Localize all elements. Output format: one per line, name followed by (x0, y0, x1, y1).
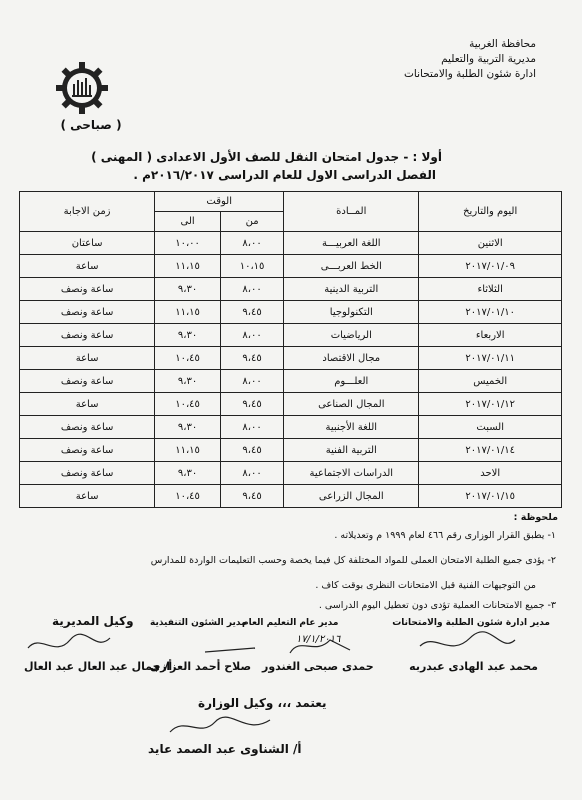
day-cell: الاثنين (419, 232, 562, 255)
subject-cell: اللغة العربيـــة (284, 232, 419, 255)
subject-cell: التكنولوجيا (284, 301, 419, 324)
subject-cell: التربية الفنية (284, 439, 419, 462)
date-cell: ٢٠١٧/٠١/١٥ (419, 485, 562, 508)
to-cell: ١٠،٤٥ (155, 347, 221, 370)
table-row (20, 462, 562, 485)
day-cell: الاربعاء (419, 324, 562, 347)
note-2-continued: من التوجيهات الفنية قبل الامتحانات النظرى بوقت كاف . (315, 580, 536, 591)
table-row (20, 301, 562, 324)
date-cell: ٢٠١٧/٠١/١١ (419, 347, 562, 370)
from-cell: ٩،٤٥ (220, 393, 283, 416)
table-row (20, 347, 562, 370)
duration-cell: ساعة (20, 347, 155, 370)
notes-label: ملحوظة : (513, 512, 558, 523)
subject-cell: الرياضيات (284, 324, 419, 347)
duration-cell: ساعة (20, 393, 155, 416)
from-cell: ٨،٠٠ (220, 278, 283, 301)
note-2: ٢- يؤدى جميع الطلبة الامتحان العملى للمواد المختلفة كل فيما يخصة وحسب التعليمات الواردة للمدارس (150, 555, 556, 566)
from-cell: ٨،٠٠ (220, 462, 283, 485)
from-cell: ٨،٠٠ (220, 370, 283, 393)
header-day-date: اليوم والتاريخ (419, 192, 562, 232)
date-cell: ٢٠١٧/٠١/١٠ (419, 301, 562, 324)
table-row (20, 370, 562, 393)
duration-cell: ساعة (20, 485, 155, 508)
header-from: من (220, 212, 283, 232)
duration-cell: ساعة ونصف (20, 462, 155, 485)
from-cell: ٨،٠٠ (220, 232, 283, 255)
day-cell: الاحد (419, 462, 562, 485)
table-row (20, 278, 562, 301)
subject-cell: العلـــوم (284, 370, 419, 393)
from-cell: ٩،٤٥ (220, 347, 283, 370)
to-cell: ٩،٣٠ (155, 416, 221, 439)
subject-cell: المجال الصناعى (284, 393, 419, 416)
from-cell: ٩،٤٥ (220, 485, 283, 508)
to-cell: ١١،١٥ (155, 301, 221, 324)
to-cell: ١٠،٠٠ (155, 232, 221, 255)
duration-cell: ساعة ونصف (20, 370, 155, 393)
duration-cell: ساعة ونصف (20, 439, 155, 462)
logo-caption: ( صباحى ) (60, 118, 122, 132)
to-cell: ١٠،٤٥ (155, 393, 221, 416)
from-cell: ٨،٠٠ (220, 324, 283, 347)
governorate-line: محافظة الغربية (469, 38, 536, 50)
from-cell: ٨،٠٠ (220, 416, 283, 439)
from-cell: ٩،٤٥ (220, 301, 283, 324)
sig-title-deputy-directorate: وكيل المديرية (52, 614, 134, 628)
exam-schedule-table (19, 191, 562, 508)
from-cell: ٩،٤٥ (220, 439, 283, 462)
subject-cell: المجال الزراعى (284, 485, 419, 508)
minister-deputy-name: أ/ الشناوى عبد الصمد عايد (148, 742, 302, 756)
table-row (20, 324, 562, 347)
subject-cell: الدراسات الاجتماعية (284, 462, 419, 485)
to-cell: ٩،٣٠ (155, 462, 221, 485)
note-3: ٣- جميع الامتحانات العملية تؤدى دون تعطيل اليوم الدراسى . (318, 600, 556, 611)
handwritten-date: ١٧/١/٢٠١٦ (296, 634, 341, 645)
department-line: ادارة شئون الطلبة والامتحانات (404, 68, 536, 80)
sig-title-exec-affairs: مدير الشئون التنفيذية (150, 618, 247, 628)
table-row (20, 393, 562, 416)
title-line-2: الفصل الدراسى الاول للعام الدراسى ٢٠١٦/٢٠١٧م . (133, 168, 436, 182)
sig-name-3: صلاح أحمد العزازى (150, 660, 252, 673)
duration-cell: ساعة (20, 255, 155, 278)
note-1: ١- يطبق القرار الوزارى رقم ٤٦٦ لعام ١٩٩٩ م وتعديلاته . (334, 530, 556, 541)
sig-name-2: حمدى صبحى الغندور (262, 660, 374, 673)
title-line-1: أولا : - جدول امتحان النقل للصف الأول الاعدادى ( المهنى ) (91, 150, 442, 164)
sig-name-1: محمد عبد الهادى عبدربه (409, 660, 538, 673)
day-cell: الخميس (419, 370, 562, 393)
table-row (20, 255, 562, 278)
duration-cell: ساعة ونصف (20, 416, 155, 439)
to-cell: ٩،٣٠ (155, 370, 221, 393)
approval-signature-icon (160, 712, 280, 742)
from-cell: ١٠،١٥ (220, 255, 283, 278)
to-cell: ١١،١٥ (155, 255, 221, 278)
subject-cell: الخط العربـــى (284, 255, 419, 278)
duration-cell: ساعة ونصف (20, 324, 155, 347)
table-row (20, 485, 562, 508)
to-cell: ١١،١٥ (155, 439, 221, 462)
directorate-line: مديرية التربية والتعليم (441, 53, 536, 65)
duration-cell: ساعة ونصف (20, 301, 155, 324)
duration-cell: ساعتان (20, 232, 155, 255)
subject-cell: التربية الدينية (284, 278, 419, 301)
approval-title: يعتمد ،،، وكيل الوزارة (198, 696, 327, 710)
sig-name-4: أ/ جمال عبد العال عبد العال (24, 660, 173, 673)
header-to: الى (155, 212, 221, 232)
gear-logo-icon (52, 58, 112, 118)
day-cell: السبت (419, 416, 562, 439)
day-cell: الثلاثاء (419, 278, 562, 301)
header-duration: زمن الاجابة (20, 192, 155, 232)
table-row (20, 416, 562, 439)
duration-cell: ساعة ونصف (20, 278, 155, 301)
sig-title-general-ed: مدير عام التعليم العام (242, 618, 339, 628)
header-subject: المــادة (284, 192, 419, 232)
to-cell: ٩،٣٠ (155, 324, 221, 347)
subject-cell: مجال الاقتصاد (284, 347, 419, 370)
table-row (20, 439, 562, 462)
date-cell: ٢٠١٧/٠١/١٢ (419, 393, 562, 416)
table-row (20, 232, 562, 255)
subject-cell: اللغة الأجنبية (284, 416, 419, 439)
to-cell: ٩،٣٠ (155, 278, 221, 301)
to-cell: ١٠،٤٥ (155, 485, 221, 508)
date-cell: ٢٠١٧/٠١/١٤ (419, 439, 562, 462)
date-cell: ٢٠١٧/٠١/٠٩ (419, 255, 562, 278)
sig-title-dept-director: مدير ادارة شئون الطلبة والامتحانات (392, 618, 550, 628)
header-time: الوقت (155, 192, 284, 212)
